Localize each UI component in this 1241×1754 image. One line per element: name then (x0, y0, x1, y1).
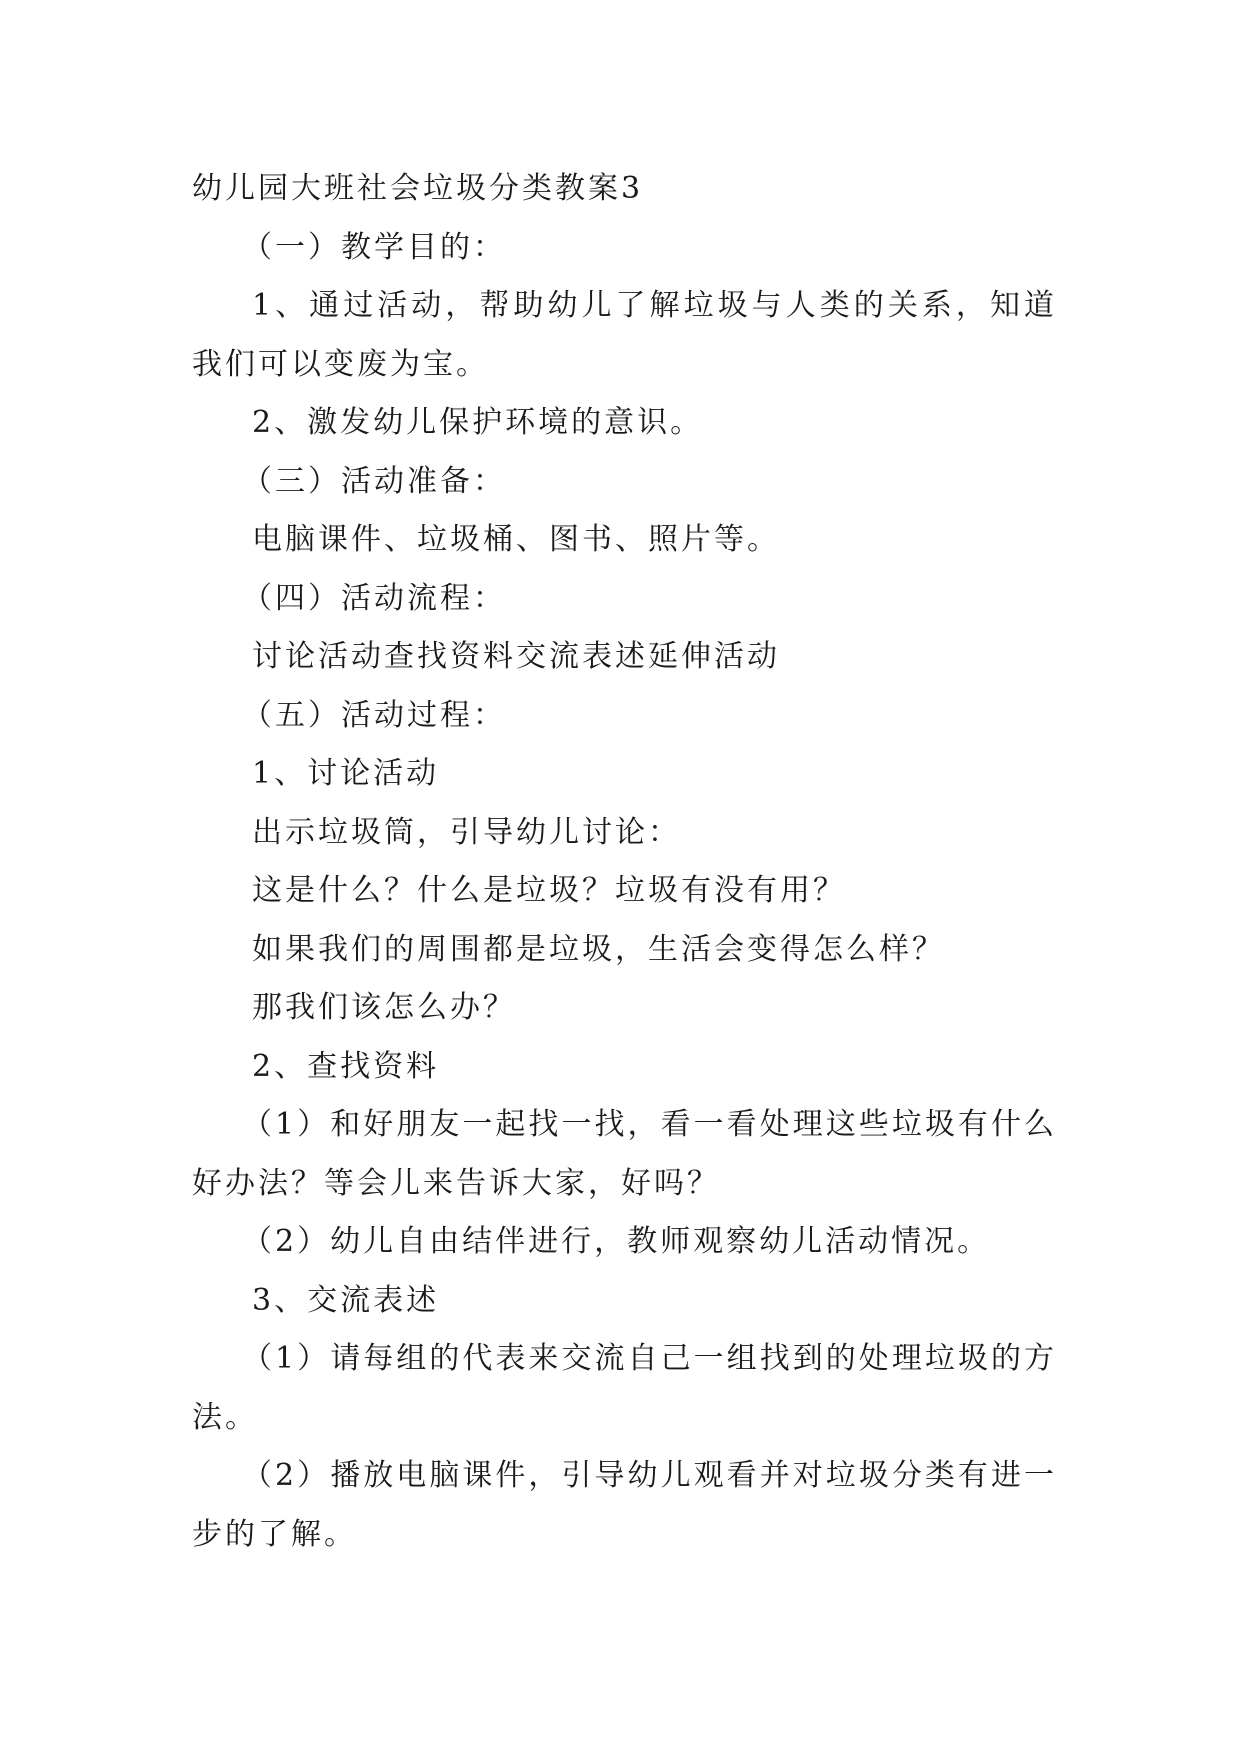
document-body (192, 160, 1057, 1564)
paragraph-text: 那我们该怎么办？ (252, 990, 516, 1025)
step-heading-discussion: 1、讨论活动 (252, 756, 440, 791)
preparation-text: 电脑课件、垃圾桶、图书、照片等。 (252, 522, 780, 557)
section-heading-flow: （四）活动流程： (242, 580, 506, 616)
paragraph-text: 如果我们的周围都是垃圾，生活会变得怎么样？ (252, 931, 945, 967)
paragraph-text: （1）和好朋友一起找一找，看一看处理这些垃圾有什么好办法？等会儿来告诉大家，好吗？ (192, 1107, 1057, 1201)
step-heading-sharing: 3、交流表述 (252, 1282, 440, 1318)
section-heading-process: （五）活动过程： (242, 697, 506, 733)
paragraph-text: （1）请每组的代表来交流自己一组找到的处理垃圾的方法。 (192, 1341, 1057, 1435)
step-heading-research: 2、查找资料 (252, 1048, 440, 1084)
objective-item-1: 1、通过活动，帮助幼儿了解垃圾与人类的关系，知道我们可以变废为宝。 (192, 288, 1057, 382)
section-heading-preparation: （三）活动准备： (242, 463, 506, 499)
objective-item-2: 2、激发幼儿保护环境的意识。 (252, 405, 704, 440)
section-heading-objectives: （一）教学目的： (242, 229, 506, 265)
flow-text: 讨论活动查找资料交流表述延伸活动 (252, 639, 780, 674)
paragraph-text: （2）幼儿自由结伴进行，教师观察幼儿活动情况。 (242, 1224, 991, 1259)
document-title: 幼儿园大班社会垃圾分类教案3 (192, 171, 644, 206)
paragraph-text: （2）播放电脑课件，引导幼儿观看并对垃圾分类有进一步的了解。 (192, 1458, 1057, 1552)
paragraph-text: 出示垃圾筒，引导幼儿讨论： (252, 814, 681, 850)
paragraph-text: 这是什么？什么是垃圾？垃圾有没有用？ (252, 873, 846, 908)
